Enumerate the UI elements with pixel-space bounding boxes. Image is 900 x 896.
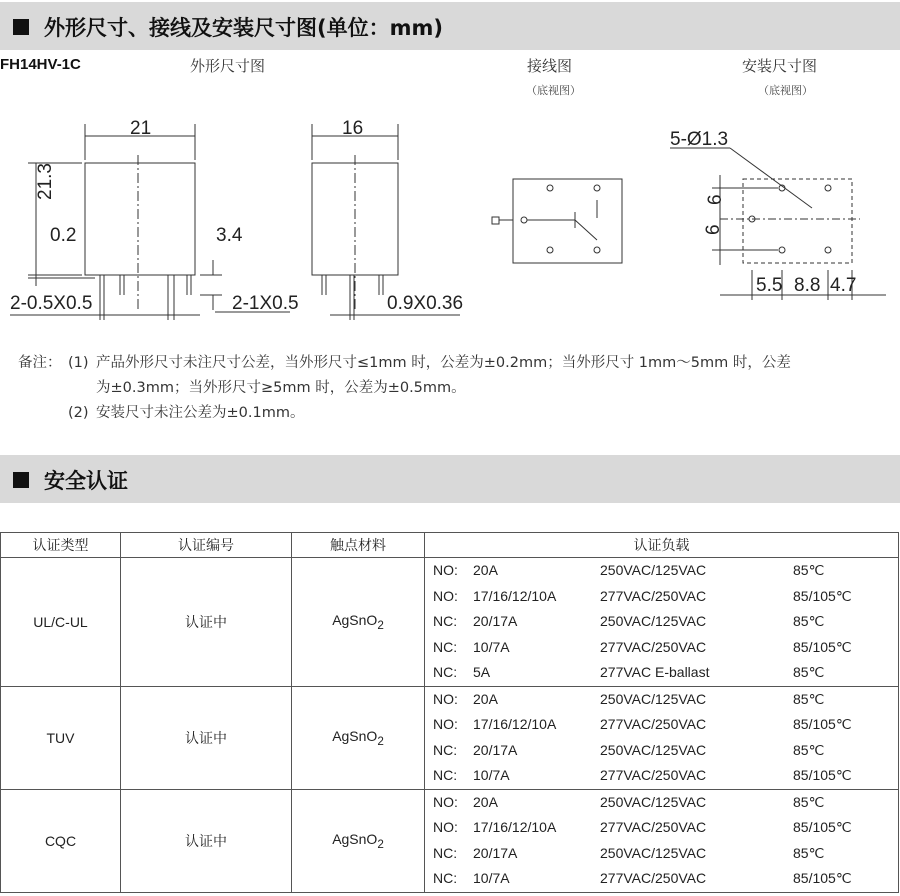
table-row (1, 789, 899, 892)
dim-21-3: 21.3 (35, 163, 56, 200)
load-row: NC: 20/17A 250VAC/125VAC 85℃ (433, 844, 825, 861)
load-row: NO: 17/16/12/10A 277VAC/250VAC 85/105℃ (433, 587, 852, 604)
note-2: 安装尺寸未注公差为±0.1mm。 (96, 405, 305, 421)
load-row: NC: 20/17A 250VAC/125VAC 85℃ (433, 613, 825, 629)
dim-5-5: 5.5 (756, 275, 783, 296)
load-row: NC: 10/7A 277VAC/250VAC 85/105℃ (433, 870, 852, 886)
load-row: NC: 5A 277VAC E-ballast 85℃ (433, 664, 825, 680)
contact-material: AgSnO$_2$ (292, 789, 425, 892)
table-header-row (1, 533, 899, 558)
load-list (425, 686, 899, 789)
cert-number: 认证中 (121, 558, 292, 687)
caption-wiring-sub: （底视图） (526, 84, 581, 97)
load-row: NO: 20A 250VAC/125VAC 85℃ (433, 690, 825, 707)
header-cert-number: 认证编号 (121, 533, 292, 558)
dim-6-b: 6 (703, 224, 724, 235)
header-contact-material: 触点材料 (292, 533, 425, 558)
dim-hole: 5-Ø1.3 (670, 129, 729, 150)
load-row: NO: 20A 250VAC/125VAC 85℃ (433, 562, 825, 578)
cert-number: 认证中 (121, 789, 292, 892)
caption-mount: 安装尺寸图 (742, 57, 818, 75)
model-number: FH14HV-1C (0, 56, 81, 73)
dim-pin-3: 0.9X0.36 (387, 293, 464, 314)
square-bullet-icon (13, 472, 29, 488)
note-1-number: (1) (68, 355, 89, 371)
dim-3-4: 3.4 (216, 225, 243, 246)
dim-16: 16 (342, 118, 364, 139)
dim-8-8: 8.8 (794, 275, 821, 296)
load-row: NC: 10/7A 277VAC/250VAC 85/105℃ (433, 767, 852, 783)
cert-type: CQC (1, 789, 121, 892)
dim-0-2: 0.2 (50, 225, 77, 246)
dimension-drawings (0, 100, 900, 330)
table-row (1, 686, 899, 789)
load-row: NO: 17/16/12/10A 277VAC/250VAC 85/105℃ (433, 716, 852, 732)
section-title: 安全认证 (44, 469, 128, 493)
section-header-certification (0, 455, 900, 503)
table-row (1, 558, 899, 687)
load-row: NC: 10/7A 277VAC/250VAC 85/105℃ (433, 638, 852, 655)
cert-number: 认证中 (121, 686, 292, 789)
note-1-line-2: 为±0.3mm；当外形尺寸≥5mm 时，公差为±0.5mm。 (96, 380, 466, 396)
dim-pin-2: 2-1X0.5 (232, 293, 299, 314)
dim-6-a: 6 (705, 194, 726, 205)
cert-type: TUV (1, 686, 121, 789)
header-cert-load: 认证负载 (425, 533, 899, 558)
load-row: NO: 17/16/12/10A 277VAC/250VAC 85/105℃ (433, 819, 852, 835)
caption-wiring: 接线图 (527, 57, 573, 75)
load-row: NC: 20/17A 250VAC/125VAC 85℃ (433, 741, 825, 758)
relay-front-outline (85, 163, 195, 275)
contact-material: AgSnO$_2$ (292, 686, 425, 789)
load-list (425, 558, 899, 687)
section-title: 外形尺寸、接线及安装尺寸图(单位：mm) (44, 16, 443, 40)
square-bullet-icon (13, 19, 29, 35)
wiring-body (513, 179, 622, 263)
load-list (425, 789, 899, 892)
header-cert-type: 认证类型 (1, 533, 121, 558)
caption-mount-sub: （底视图） (758, 84, 813, 97)
load-row: NO: 20A 250VAC/125VAC 85℃ (433, 793, 825, 810)
dim-pin-1: 2-0.5X0.5 (10, 293, 93, 314)
dim-4-7: 4.7 (830, 275, 857, 296)
notes-prefix: 备注： (18, 355, 62, 371)
section-header-dimensions (0, 2, 900, 50)
cert-type: UL/C-UL (1, 558, 121, 687)
contact-material: AgSnO$_2$ (292, 558, 425, 687)
note-1-line-1: 产品外形尺寸未注尺寸公差，当外形尺寸≤1mm 时，公差为±0.2mm；当外形尺寸 1mm～5mm 时，公差 (96, 355, 791, 371)
dim-21: 21 (130, 118, 152, 139)
caption-outline: 外形尺寸图 (190, 57, 266, 75)
note-2-number: (2) (68, 405, 89, 421)
certification-table (0, 532, 899, 893)
